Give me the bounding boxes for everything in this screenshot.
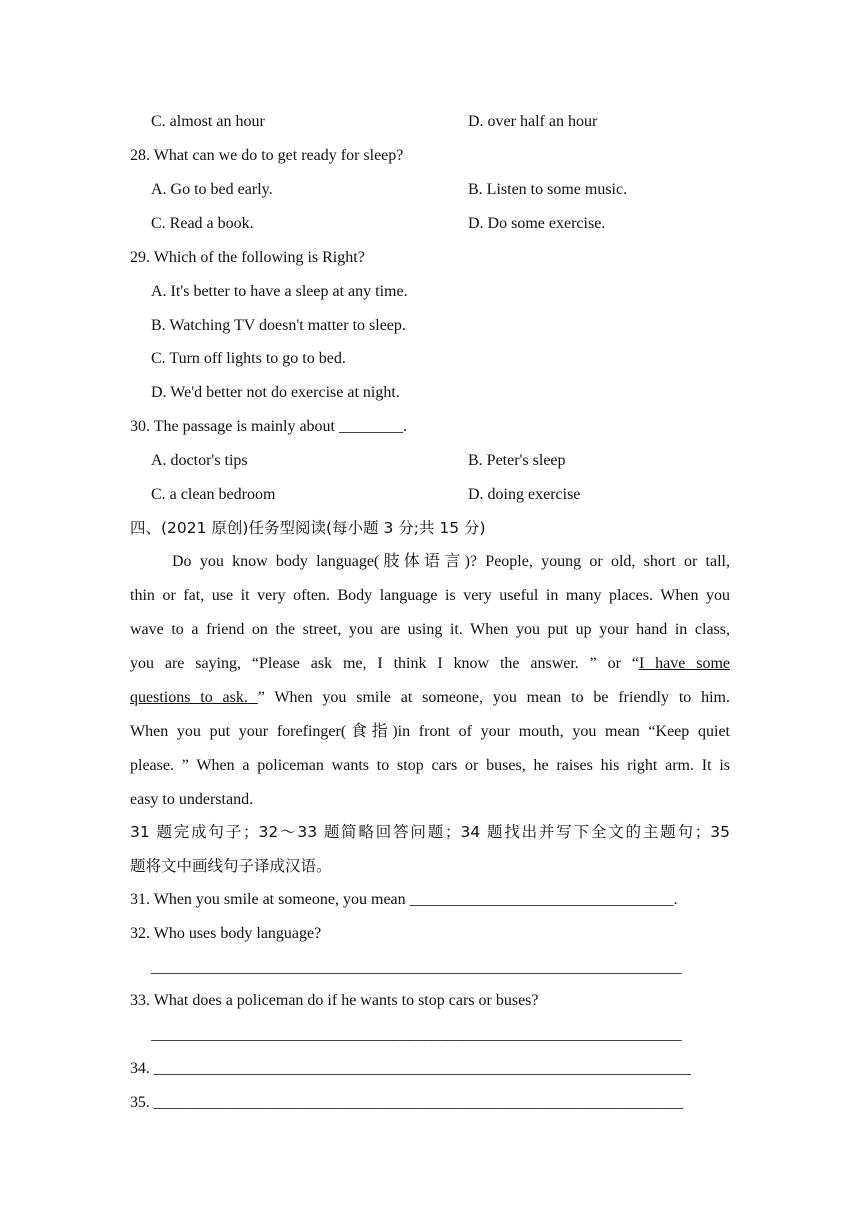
q28-stem: 28. What can we do to get ready for sleep? bbox=[130, 147, 404, 164]
q29-stem: 29. Which of the following is Right? bbox=[130, 249, 365, 266]
q28-option-b: B. Listen to some music. bbox=[468, 181, 628, 198]
passage-line bbox=[130, 654, 730, 674]
passage-line: thin or fat, use it very often. Body language is very useful in many places. When you bbox=[130, 587, 730, 604]
q28-option-d: D. Do some exercise. bbox=[468, 215, 606, 232]
q33-answer-line: ____________________________________________________________________ bbox=[151, 1026, 682, 1043]
q29-option-c: C. Turn off lights to go to bed. bbox=[151, 350, 346, 367]
q28-option-a: A. Go to bed early. bbox=[151, 181, 273, 198]
passage-line bbox=[130, 688, 730, 708]
q30-option-b: B. Peter's sleep bbox=[468, 452, 566, 469]
q31-stem: 31. When you smile at someone, you mean _________________________________. bbox=[130, 891, 678, 908]
passage-text: you are saying, “Please ask me, I think I know the answer. ” or “ bbox=[130, 655, 639, 672]
passage-text: ” When you smile at someone, you mean to be friendly to him. bbox=[257, 689, 730, 706]
q34-answer-line: 34. ____________________________________________________________________ bbox=[130, 1060, 691, 1077]
q27-option-d: D. over half an hour bbox=[468, 113, 598, 130]
q32-answer-line: ____________________________________________________________________ bbox=[151, 959, 682, 976]
q28-option-c: C. Read a book. bbox=[151, 215, 254, 232]
instruction-line: 31 题完成句子；32～33 题简略回答问题；34 题找出并写下全文的主题句；35 bbox=[130, 823, 730, 841]
q29-option-d: D. We'd better not do exercise at night. bbox=[151, 384, 400, 401]
q32-stem: 32. Who uses body language? bbox=[130, 925, 322, 942]
passage-line: easy to understand. bbox=[130, 791, 254, 808]
underlined-sentence: I have some bbox=[638, 655, 730, 672]
q30-option-a: A. doctor's tips bbox=[151, 452, 248, 469]
q29-option-a: A. It's better to have a sleep at any time. bbox=[151, 283, 408, 300]
passage-line: When you put your forefinger(食指)in front of your mouth, you mean “Keep quiet bbox=[130, 723, 730, 740]
q35-answer-line: 35. ___________________________________________________________________ bbox=[130, 1094, 683, 1111]
underlined-sentence: questions to ask. bbox=[130, 689, 258, 706]
q30-option-c: C. a clean bedroom bbox=[151, 486, 276, 503]
q29-option-b: B. Watching TV doesn't matter to sleep. bbox=[151, 317, 406, 334]
section-4-heading: 四、(2021 原创)任务型阅读(每小题 3 分;共 15 分) bbox=[130, 519, 486, 537]
q30-option-d: D. doing exercise bbox=[468, 486, 581, 503]
instruction-line: 题将文中画线句子译成汉语。 bbox=[130, 857, 332, 875]
q33-stem: 33. What does a policeman do if he wants to stop cars or buses? bbox=[130, 992, 539, 1009]
passage-line: wave to a friend on the street, you are using it. When you put up your hand in class, bbox=[130, 621, 730, 638]
q27-option-c: C. almost an hour bbox=[151, 113, 265, 130]
passage-line: please. ” When a policeman wants to stop cars or buses, he raises his right arm. It is bbox=[130, 757, 730, 774]
passage-line: Do you know body language(肢体语言)? People, young or old, short or tall, bbox=[172, 553, 730, 570]
q30-stem: 30. The passage is mainly about ________. bbox=[130, 418, 407, 435]
